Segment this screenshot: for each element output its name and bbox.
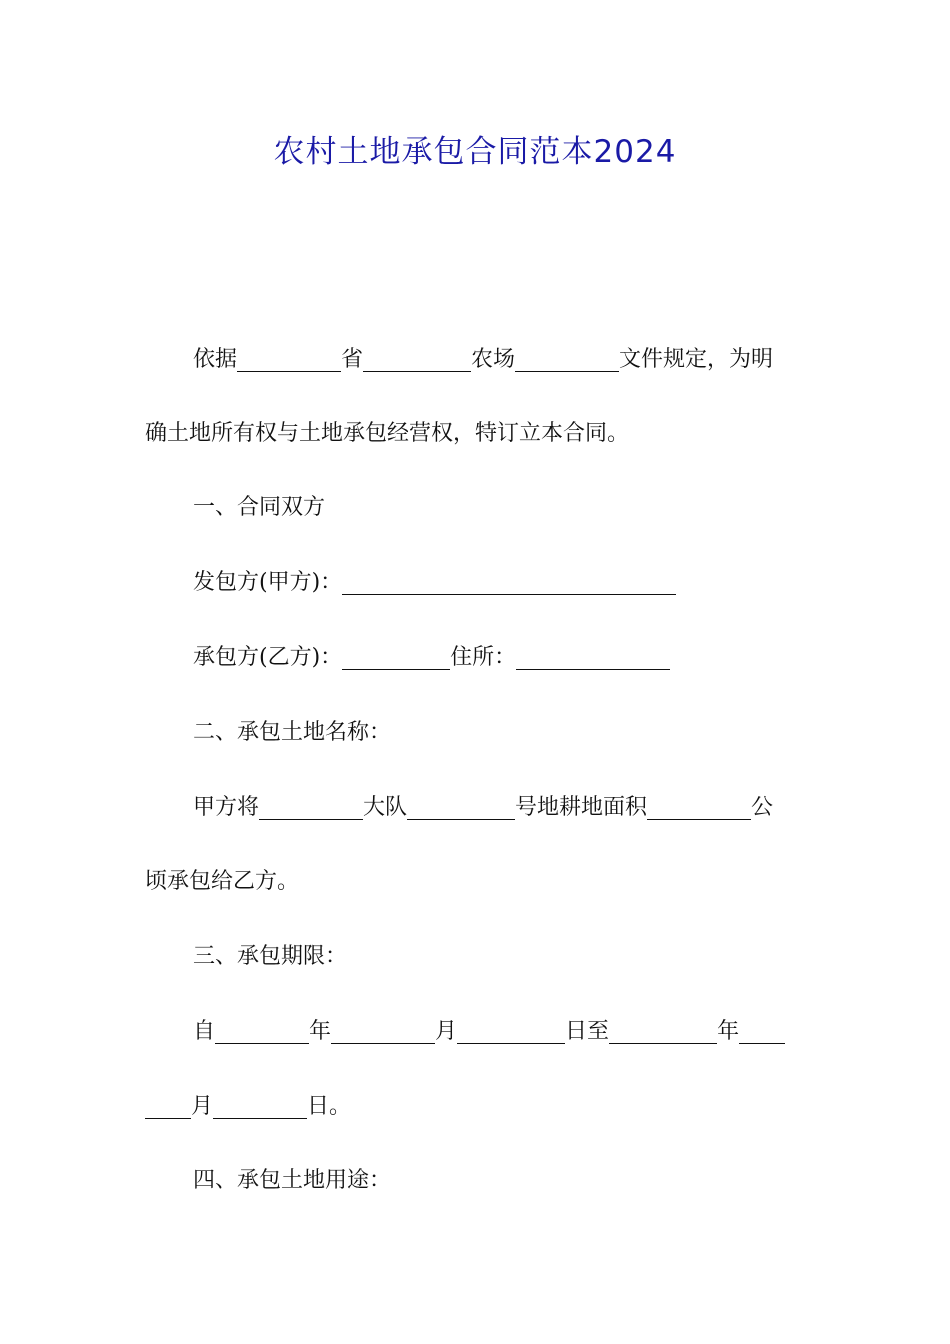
body-text: 甲方将 — [193, 795, 260, 820]
blank-field — [237, 343, 341, 372]
body-text: 月 — [191, 1094, 214, 1119]
section-1-heading — [145, 488, 858, 528]
blank-field — [331, 1015, 435, 1044]
party-a-line — [145, 563, 858, 603]
intro-line-1 — [145, 340, 858, 380]
intro-text: 依据 — [193, 347, 238, 372]
blank-field — [342, 641, 450, 670]
blank-field — [515, 343, 619, 372]
blank-field — [259, 791, 363, 820]
blank-field — [342, 566, 676, 595]
term-line-2 — [145, 1087, 810, 1127]
blank-field — [215, 1015, 309, 1044]
blank-field — [647, 791, 751, 820]
intro-text: 文件规定，为明 — [619, 347, 774, 372]
heading-text: 三、承包期限： — [193, 944, 348, 969]
body-text: 年 — [309, 1019, 332, 1044]
land-line-1 — [145, 788, 858, 828]
body-text: 自 — [193, 1019, 216, 1044]
body-text: 号地耕地面积 — [515, 795, 648, 820]
party-b-line — [145, 638, 858, 678]
body-text: 顷承包给乙方。 — [145, 869, 300, 894]
intro-text: 省 — [341, 347, 364, 372]
body-text: 日至 — [565, 1019, 610, 1044]
heading-text: 四、承包土地用途： — [193, 1168, 392, 1193]
residence-label: 住所： — [450, 645, 517, 670]
body-text: 公 — [751, 795, 774, 820]
blank-field — [457, 1015, 565, 1044]
heading-text: 二、承包土地名称： — [193, 720, 392, 745]
body-text: 日。 — [307, 1094, 352, 1119]
blank-field — [363, 343, 471, 372]
section-4-heading — [145, 1161, 858, 1201]
blank-field — [407, 791, 515, 820]
blank-field — [516, 641, 670, 670]
document-title: 农村土地承包合同范本2024 — [273, 134, 677, 170]
heading-text: 一、合同双方 — [193, 495, 326, 520]
intro-text: 农场 — [471, 347, 516, 372]
land-line-2 — [145, 862, 810, 902]
body-text: 月 — [435, 1019, 458, 1044]
intro-text: 确土地所有权与土地承包经营权，特订立本合同。 — [145, 421, 630, 446]
blank-field — [213, 1090, 307, 1119]
blank-field — [145, 1090, 191, 1119]
section-3-heading — [145, 937, 858, 977]
section-2-heading — [145, 713, 858, 753]
body-text: 年 — [717, 1019, 740, 1044]
intro-line-2 — [145, 414, 810, 454]
party-b-label: 承包方(乙方)： — [193, 645, 343, 670]
term-line-1 — [145, 1012, 858, 1052]
blank-field — [739, 1015, 785, 1044]
body-text: 大队 — [363, 795, 408, 820]
blank-field — [609, 1015, 717, 1044]
party-a-label: 发包方(甲方)： — [193, 570, 343, 595]
